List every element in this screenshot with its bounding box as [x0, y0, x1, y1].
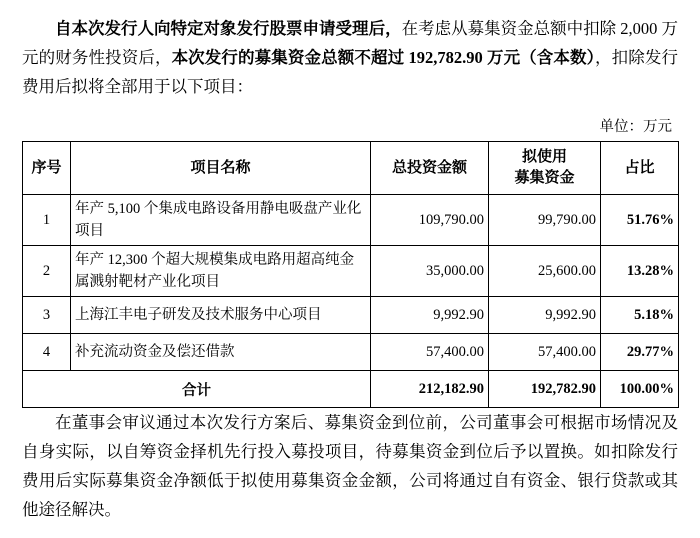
cell-percentage: 29.77%: [601, 334, 679, 371]
cell-no: 3: [23, 297, 71, 334]
cell-percentage: 51.76%: [601, 195, 679, 246]
header-raise-line1: 拟使用: [521, 149, 567, 165]
cell-total-investment-sum: 212,182.90: [371, 371, 489, 408]
table-header: [23, 142, 679, 195]
cell-no: 4: [23, 334, 71, 371]
cell-raise-amount: 99,790.00: [489, 195, 601, 246]
cell-percentage: 13.28%: [601, 246, 679, 297]
cell-percentage: 5.18%: [601, 297, 679, 334]
fund-usage-table: [22, 141, 679, 408]
table-header-row: [23, 142, 679, 195]
header-no: 序号: [23, 142, 71, 195]
cell-project-name: 年产 5,100 个集成电路设备用静电吸盘产业化项目: [71, 195, 371, 246]
cell-raise-amount-sum: 192,782.90: [489, 371, 601, 408]
cell-total-investment: 9,992.90: [371, 297, 489, 334]
table-row: [23, 297, 679, 334]
table-row: [23, 246, 679, 297]
intro-tail-normal: ，扣除发行费用后拟将全部用于以下项目：: [22, 48, 679, 96]
header-raise-amount: [489, 142, 601, 195]
cell-total-label: 合计: [23, 371, 371, 408]
cell-raise-amount: 9,992.90: [489, 297, 601, 334]
unit-label: 单位：万元: [599, 119, 672, 135]
table-row: [23, 334, 679, 371]
header-project-name: 项目名称: [71, 142, 371, 195]
cell-raise-amount: 25,600.00: [489, 246, 601, 297]
closing-paragraph: 在董事会审议通过本次发行方案后、募集资金到位前，公司董事会可根据市场情况及自身实际，以自筹资金择机先行投入募投项目，待募集资金到位后予以置换。如扣除发行费用后实际募集资金净额低于拟使用募集资金金额，公司将通过自有资金、银行贷款或其他途径解决。: [22, 413, 678, 519]
intro-lead-bold: 自本次发行人向特定对象发行股票申请受理后，: [55, 19, 402, 38]
cell-no: 1: [23, 195, 71, 246]
cell-total-investment: 35,000.00: [371, 246, 489, 297]
intro-mid-normal: 在考虑从募集资金总额中扣除 2,000 万元的财务性投资后，: [22, 19, 679, 67]
cell-percentage-sum: 100.00%: [601, 371, 679, 408]
cell-total-investment: 109,790.00: [371, 195, 489, 246]
cell-raise-amount: 57,400.00: [489, 334, 601, 371]
intro-tail-bold: 本次发行的募集资金总额不超过 192,782.90 万元（含本数）: [171, 48, 596, 67]
cell-project-name: 上海江丰电子研发及技术服务中心项目: [71, 297, 371, 334]
header-percentage: 占比: [601, 142, 679, 195]
cell-project-name: 补充流动资金及偿还借款: [71, 334, 371, 371]
table-row: [23, 195, 679, 246]
cell-project-name: 年产 12,300 个超大规模集成电路用超高纯金属溅射靶材产业化项目: [71, 246, 371, 297]
cell-total-investment: 57,400.00: [371, 334, 489, 371]
cell-no: 2: [23, 246, 71, 297]
table-total-row: [23, 371, 679, 408]
intro-paragraph: [22, 14, 678, 101]
table-body: [23, 195, 679, 408]
header-raise-line2: 募集资金: [514, 170, 575, 186]
header-total-investment: 总投资金额: [371, 142, 489, 195]
